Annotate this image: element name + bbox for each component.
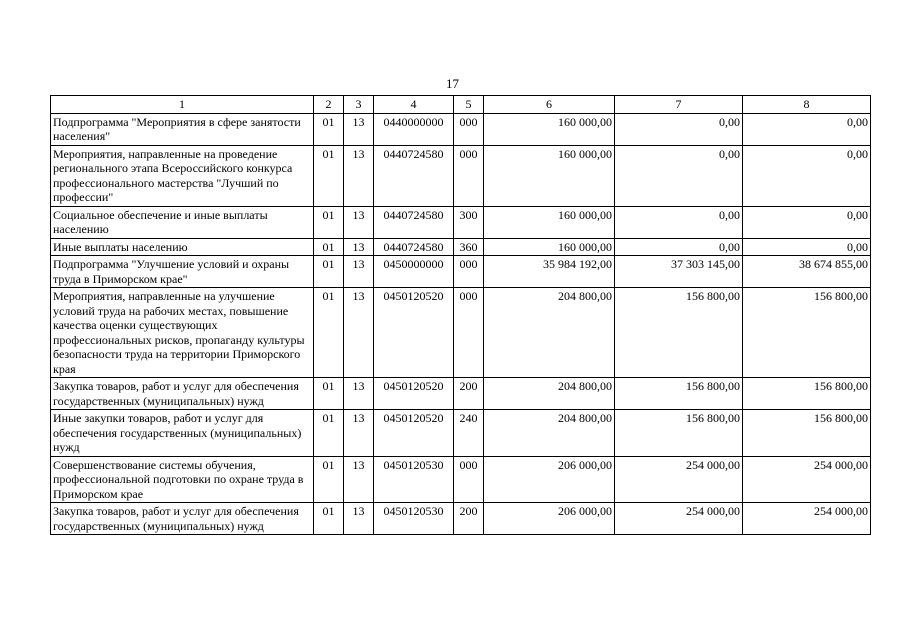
amount-col-7: 254 000,00	[615, 503, 743, 535]
target-article-code: 0440000000	[374, 113, 454, 145]
subsection-code: 13	[344, 410, 374, 457]
amount-col-8: 156 800,00	[743, 288, 871, 378]
target-article-code: 0440724580	[374, 238, 454, 256]
amount-col-6: 204 800,00	[484, 378, 615, 410]
target-article-code: 0450120530	[374, 503, 454, 535]
target-article-code: 0440724580	[374, 145, 454, 206]
subsection-code: 13	[344, 456, 374, 503]
amount-col-7: 0,00	[615, 238, 743, 256]
target-article-code: 0450120520	[374, 378, 454, 410]
expense-type-code: 360	[454, 238, 484, 256]
row-name: Иные закупки товаров, работ и услуг для обеспечения государственных (муниципальных) нужд	[51, 410, 314, 457]
row-name: Мероприятия, направленные на проведение регионального этапа Всероссийского конкурса профессионального мастерства "Лучший по профессии"	[51, 145, 314, 206]
subsection-code: 13	[344, 206, 374, 238]
amount-col-7: 156 800,00	[615, 288, 743, 378]
section-code: 01	[314, 503, 344, 535]
column-header: 5	[454, 96, 484, 114]
subsection-code: 13	[344, 378, 374, 410]
table-row	[51, 238, 871, 256]
amount-col-8: 38 674 855,00	[743, 256, 871, 288]
expense-type-code: 000	[454, 288, 484, 378]
column-header: 1	[51, 96, 314, 114]
section-code: 01	[314, 456, 344, 503]
section-code: 01	[314, 206, 344, 238]
amount-col-8: 0,00	[743, 238, 871, 256]
table-row	[51, 288, 871, 378]
section-code: 01	[314, 113, 344, 145]
table-row	[51, 206, 871, 238]
amount-col-7: 0,00	[615, 145, 743, 206]
column-header: 4	[374, 96, 454, 114]
expense-type-code: 000	[454, 113, 484, 145]
table-row	[51, 456, 871, 503]
amount-col-7: 37 303 145,00	[615, 256, 743, 288]
section-code: 01	[314, 256, 344, 288]
expense-type-code: 000	[454, 145, 484, 206]
budget-table	[50, 95, 871, 535]
row-name: Социальное обеспечение и иные выплаты населению	[51, 206, 314, 238]
expense-type-code: 000	[454, 256, 484, 288]
section-code: 01	[314, 410, 344, 457]
subsection-code: 13	[344, 113, 374, 145]
target-article-code: 0450120520	[374, 410, 454, 457]
row-name: Подпрограмма "Мероприятия в сфере занятости населения"	[51, 113, 314, 145]
column-header: 6	[484, 96, 615, 114]
section-code: 01	[314, 288, 344, 378]
amount-col-6: 160 000,00	[484, 206, 615, 238]
amount-col-8: 254 000,00	[743, 456, 871, 503]
expense-type-code: 240	[454, 410, 484, 457]
amount-col-7: 254 000,00	[615, 456, 743, 503]
amount-col-7: 156 800,00	[615, 378, 743, 410]
row-name: Закупка товаров, работ и услуг для обеспечения государственных (муниципальных) нужд	[51, 378, 314, 410]
column-header: 2	[314, 96, 344, 114]
amount-col-6: 204 800,00	[484, 288, 615, 378]
subsection-code: 13	[344, 238, 374, 256]
target-article-code: 0440724580	[374, 206, 454, 238]
section-code: 01	[314, 145, 344, 206]
row-name: Совершенствование системы обучения, профессиональной подготовки по охране труда в Приморском крае	[51, 456, 314, 503]
section-code: 01	[314, 238, 344, 256]
row-name: Подпрограмма "Улучшение условий и охраны труда в Приморском крае"	[51, 256, 314, 288]
row-name: Иные выплаты населению	[51, 238, 314, 256]
amount-col-6: 206 000,00	[484, 456, 615, 503]
table-row	[51, 503, 871, 535]
table-row	[51, 113, 871, 145]
subsection-code: 13	[344, 256, 374, 288]
expense-type-code: 300	[454, 206, 484, 238]
column-header: 3	[344, 96, 374, 114]
amount-col-8: 0,00	[743, 145, 871, 206]
subsection-code: 13	[344, 503, 374, 535]
subsection-code: 13	[344, 145, 374, 206]
table-row	[51, 410, 871, 457]
amount-col-7: 0,00	[615, 206, 743, 238]
table-header-row	[51, 96, 871, 114]
amount-col-6: 160 000,00	[484, 113, 615, 145]
page-number: 17	[446, 76, 459, 91]
table-row	[51, 145, 871, 206]
column-header: 8	[743, 96, 871, 114]
target-article-code: 0450120520	[374, 288, 454, 378]
row-name: Мероприятия, направленные на улучшение условий труда на рабочих местах, повышение качества оценки существующих профессиональных рисков, пропаганду культуры безопасности труда на территории Приморского края	[51, 288, 314, 378]
table-row	[51, 378, 871, 410]
amount-col-8: 0,00	[743, 206, 871, 238]
amount-col-6: 204 800,00	[484, 410, 615, 457]
expense-type-code: 200	[454, 503, 484, 535]
amount-col-8: 0,00	[743, 113, 871, 145]
target-article-code: 0450120530	[374, 456, 454, 503]
amount-col-8: 156 800,00	[743, 378, 871, 410]
amount-col-6: 160 000,00	[484, 145, 615, 206]
amount-col-7: 0,00	[615, 113, 743, 145]
amount-col-6: 160 000,00	[484, 238, 615, 256]
table-row	[51, 256, 871, 288]
column-header: 7	[615, 96, 743, 114]
row-name: Закупка товаров, работ и услуг для обеспечения государственных (муниципальных) нужд	[51, 503, 314, 535]
amount-col-8: 156 800,00	[743, 410, 871, 457]
amount-col-7: 156 800,00	[615, 410, 743, 457]
target-article-code: 0450000000	[374, 256, 454, 288]
expense-type-code: 200	[454, 378, 484, 410]
amount-col-6: 35 984 192,00	[484, 256, 615, 288]
amount-col-6: 206 000,00	[484, 503, 615, 535]
amount-col-8: 254 000,00	[743, 503, 871, 535]
expense-type-code: 000	[454, 456, 484, 503]
section-code: 01	[314, 378, 344, 410]
subsection-code: 13	[344, 288, 374, 378]
